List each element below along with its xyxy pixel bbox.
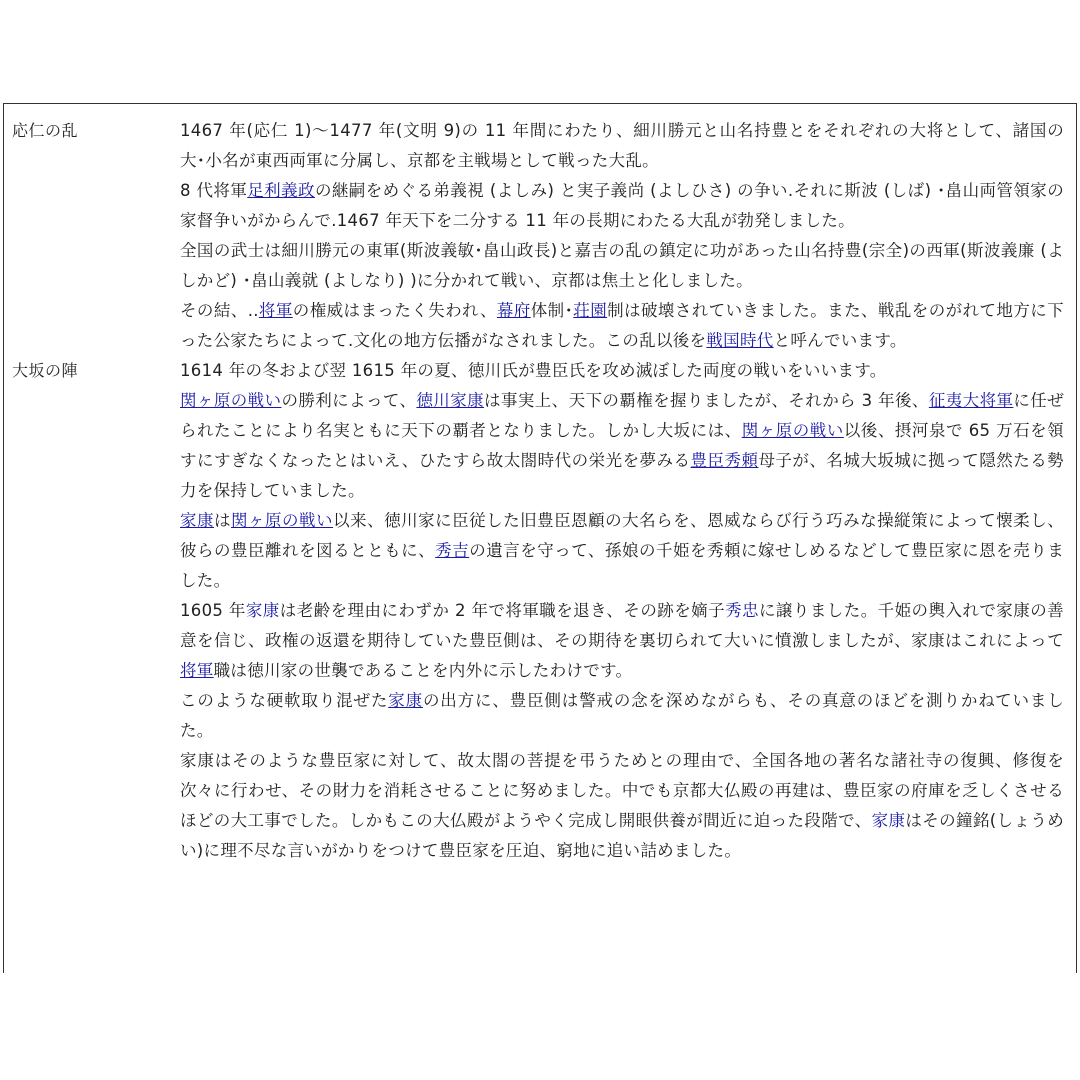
text-run: と呼んでいます。 [773,331,907,350]
term-link[interactable]: 徳川家康 [416,391,485,410]
text-run: の権威はまったく失われ、 [292,301,497,320]
paragraph [180,686,1064,746]
text-run: 以来、徳川家に臣従した旧豊臣恩顧の大名らを、恩威ならび行う巧みな操縦策によって懐柔し、彼らの豊臣離れを図るとともに、 [180,511,1064,560]
text-run: 全国の武士は細川勝元の東軍(斯波義敏･畠山政長)と嘉吉の乱の鎮定に功があった山名持豊(宗全)の西軍(斯波義廉 (よしかど) ･畠山義就 (よしなり) )に分かれて戦い、京都は焦土と化しました。 [180,241,1064,290]
text-run: に任ぜられたことにより名実ともに天下の覇者となりました。しかし大坂には、 [180,391,1065,440]
highlighted-name: 秀忠 [725,601,759,620]
text-run: に譲りました。千姫の輿入れで家康の善意を信じ、政権の返還を期待していた豊臣側は、その期待を裏切られて大いに憤激しましたが、家康はこれによって [180,601,1064,650]
text-run: 1467 年(応仁 1)～1477 年(文明 9)の 11 年間にわたり、細川勝元と山名持豊とをそれぞれの大将として、諸国の大･小名が東西両軍に分属し、京都を主戦場として戦った大乱。 [180,121,1064,170]
text-run: このような硬軟取り混ぜた [180,691,389,710]
entry-onin [4,104,1076,356]
text-run: の出方に、豊臣側は警戒の念を深めながらも、その真意のほどを測りかねていました。 [180,691,1065,740]
text-run: その結、.. [180,301,259,320]
text-run: 母子が、名城大坂城に拠って隠然たる勢力を保持していました。 [180,451,1064,500]
text-run: の遺言を守って、孫娘の千姫を秀頼に嫁せしめるなどして豊臣家に恩を売りました。 [180,541,1065,590]
highlighted-name: 家康 [871,811,906,830]
paragraph [180,386,1064,506]
paragraph [180,176,1064,236]
text-run: 1605 年 [180,601,246,620]
term-link[interactable]: 関ヶ原の戦い [741,421,844,440]
term-link[interactable]: 関ヶ原の戦い [231,511,334,530]
text-run: は老齢を理由にわずか 2 年で将軍職を退き、その跡を嫡子 [279,601,726,620]
text-run: 制は破壊されていきました。また、戦乱をのがれて地方に下った公家たちによって.文化の地方伝播がなされました。この乱以後を [180,301,1064,350]
paragraph [180,296,1064,356]
text-run: 家康はそのような豊臣家に対して、故太閤の菩提を弔うためとの理由で、全国各地の著名な諸社寺の復興、修復を次々に行わせ、その財力を消耗させることに努めました。中でも京都大仏殿の再建は、豊臣家の府庫を乏しくさせるほどの大工事でした。しかもこの大仏殿がようやく完成し開眼供養が間近に迫った段階で、 [180,751,1064,830]
text-run: はその鐘銘(しょうめい)に理不尽な言いがかりをつけて豊臣家を圧迫、窮地に追い詰めました。 [180,811,1064,860]
text-run: は [214,511,232,530]
entry-osaka [4,356,1076,866]
entry-description [180,356,1064,866]
term-link[interactable]: 将軍 [258,301,293,320]
term-link[interactable]: 足利義政 [247,181,315,200]
text-run: 1614 年の冬および翌 1615 年の夏、徳川氏が豊臣氏を攻め滅ぼした両度の戦いをいいます。 [180,361,887,380]
entry-term: 応仁の乱 [12,121,79,140]
paragraph [180,596,1064,686]
entry-description [180,116,1064,356]
paragraph [180,356,1064,386]
term-link[interactable]: 関ヶ原の戦い [180,391,282,410]
text-run: は事実上、天下の覇権を握りましたが、それから 3 年後、 [484,391,929,410]
term-link[interactable]: 豊臣秀頼 [690,451,759,470]
text-run: 職は徳川家の世襲であることを内外に示したわけです。 [213,661,633,680]
text-run: の継嗣をめぐる弟義視 (よしみ) と実子義尚 (よしひさ) の争い.それに斯波 (しば) ･畠山両管領家の家督争いがからんで.1467 年天下を二分する 11 年の長期にわたる大乱が勃発しました。 [180,181,1064,230]
text-run: の勝利によって、 [281,391,417,410]
paragraph [180,746,1064,866]
paragraph [180,236,1064,296]
term-link[interactable]: 家康 [388,691,423,710]
entry-term: 大坂の陣 [12,361,79,380]
text-run: 体制･ [530,301,574,320]
term-link[interactable]: 幕府 [496,301,531,320]
text-run: 8 代将軍 [180,181,248,200]
term-link[interactable]: 戦国時代 [706,331,774,350]
text-run: 以後、摂河泉で 65 万石を領すにすぎなくなったとはいえ、ひたすら故太閤時代の栄光を夢みる [180,421,1064,470]
paragraph [180,116,1064,176]
paragraph [180,506,1064,596]
term-link[interactable]: 家康 [180,511,215,530]
term-link[interactable]: 秀吉 [435,541,470,560]
term-link[interactable]: 荘園 [573,301,608,320]
term-link[interactable]: 将軍 [180,661,214,680]
term-link[interactable]: 征夷大将軍 [928,391,1014,410]
highlighted-name: 家康 [245,601,280,620]
glossary-table [3,103,1077,973]
